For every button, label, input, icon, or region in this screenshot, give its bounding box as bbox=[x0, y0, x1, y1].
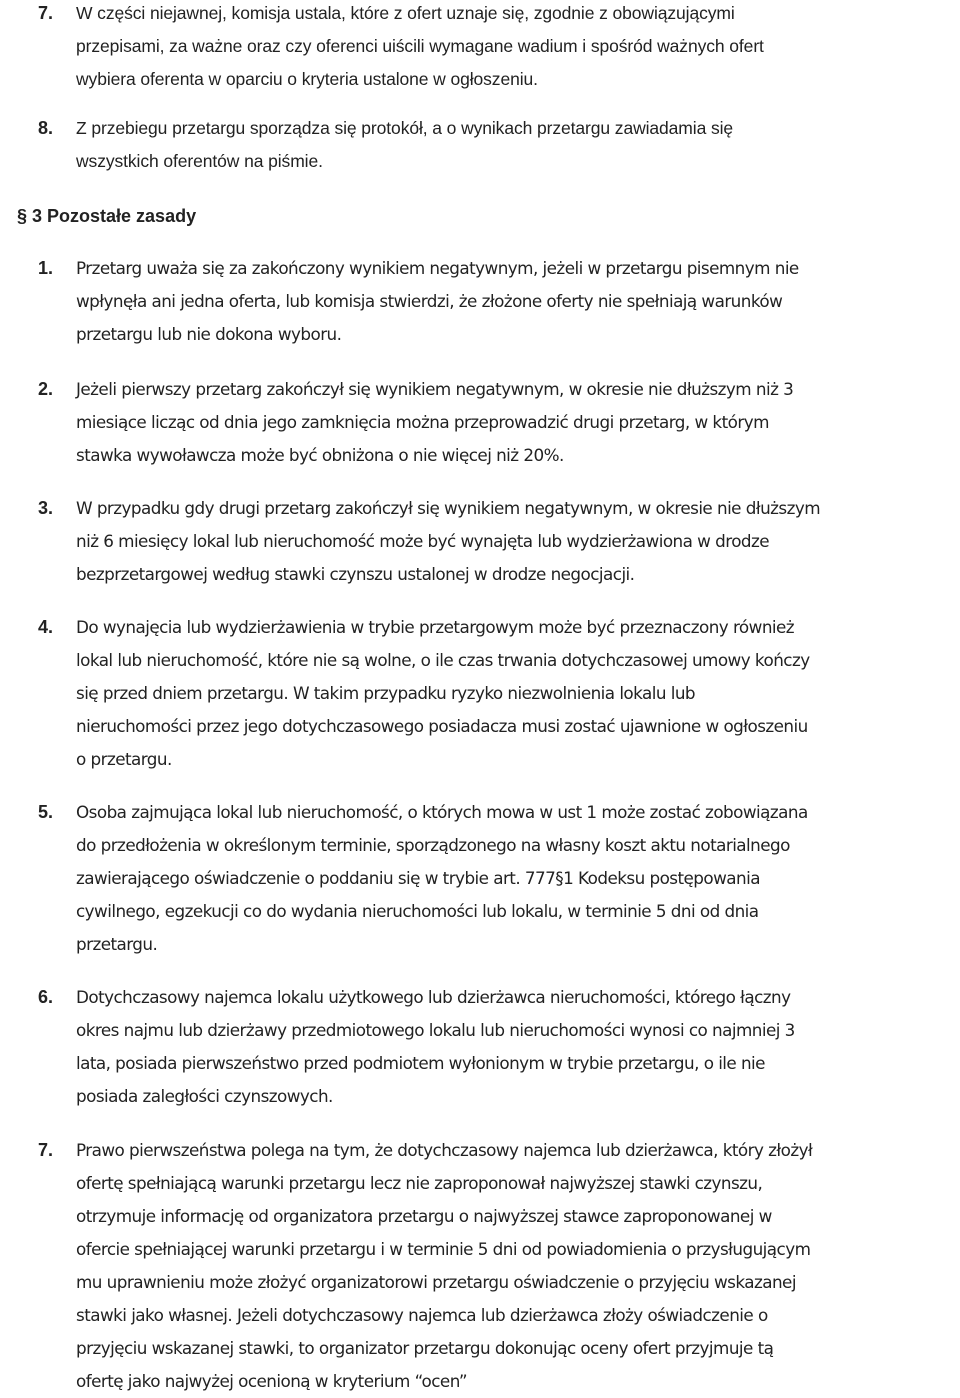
paragraph-line: Prawo pierwszeństwa polega na tym, że dotychczasowy najemca lub dzierżawca, który złożył bbox=[76, 1140, 813, 1160]
paragraph-line: miesiące licząc od dnia jego zamknięcia można przeprowadzić drugi przetarg, w którym bbox=[76, 412, 769, 432]
item-number: 2. bbox=[38, 379, 54, 399]
paragraph-line: przyjęciu wskazanej stawki, to organizator przetargu dokonując oceny ofert przyjmuje tą bbox=[76, 1338, 774, 1358]
item-number: 7. bbox=[38, 1140, 54, 1160]
paragraph-line: W przypadku gdy drugi przetarg zakończył się wynikiem negatywnym, w okresie nie dłuższym bbox=[76, 498, 821, 518]
paragraph-line: W części niejawnej, komisja ustala, które z ofert uznaje się, zgodnie z obowiązującymi bbox=[76, 3, 735, 23]
paragraph-line: Z przebiegu przetargu sporządza się protokół, a o wynikach przetargu zawiadamia się bbox=[76, 118, 734, 138]
item-number: 5. bbox=[38, 802, 54, 822]
paragraph-line: Jeżeli pierwszy przetarg zakończył się wynikiem negatywnym, w okresie nie dłuższym niż 3 bbox=[76, 379, 794, 399]
paragraph-line: wszystkich oferentów na piśmie. bbox=[76, 151, 323, 171]
paragraph-line: przepisami, za ważne oraz czy oferenci uiścili wymagane wadium i spośród ważnych ofert bbox=[76, 36, 764, 56]
paragraph-line: lokal lub nieruchomość, które nie są wolne, o ile czas trwania dotychczasowej umowy kończy bbox=[76, 650, 810, 670]
paragraph-line: stawki jako własnej. Jeżeli dotychczasowy najemca lub dzierżawca złoży oświadczenie o bbox=[76, 1305, 768, 1325]
paragraph-line: przetargu. bbox=[76, 934, 158, 954]
paragraph-line: lata, posiada pierwszeństwo przed podmiotem wyłonionym w trybie przetargu, o ile nie bbox=[76, 1053, 765, 1073]
paragraph-line: niż 6 miesięcy lokal lub nieruchomość może być wynajęta lub wydzierżawiona w drodze bbox=[76, 531, 770, 551]
item-number: 1. bbox=[38, 258, 54, 278]
paragraph-line: Dotychczasowy najemca lokalu użytkowego lub dzierżawca nieruchomości, którego łączny bbox=[76, 987, 791, 1007]
paragraph-line: ofercie spełniającej warunki przetargu i w terminie 5 dni od powiadomienia o przysługującym bbox=[76, 1239, 811, 1259]
section-heading: § 3 Pozostałe zasady bbox=[17, 206, 197, 226]
paragraph-line: ofertę jako najwyżej ocenioną w kryterium “ocen” bbox=[76, 1371, 467, 1391]
paragraph-line: o przetargu. bbox=[76, 749, 172, 769]
item-number: 7. bbox=[38, 3, 54, 23]
paragraph-line: zawierającego oświadczenie o poddaniu się w trybie art. 777§1 Kodeksu postępowania bbox=[76, 868, 760, 888]
paragraph-line: Osoba zajmująca lokal lub nieruchomość, o których mowa w ust 1 może zostać zobowiązana bbox=[76, 802, 808, 822]
item-number: 4. bbox=[38, 617, 54, 637]
item-number: 6. bbox=[38, 987, 54, 1007]
paragraph-line: mu uprawnieniu może złożyć organizatorowi przetargu oświadczenie o przyjęciu wskazanej bbox=[76, 1272, 796, 1292]
paragraph-line: do przedłożenia w określonym terminie, sporządzonego na własny koszt aktu notarialnego bbox=[76, 835, 790, 855]
paragraph-line: Do wynajęcia lub wydzierżawienia w trybie przetargowym może być przeznaczony również bbox=[76, 617, 795, 637]
paragraph-line: bezprzetargowej według stawki czynszu ustalonej w drodze negocjacji. bbox=[76, 564, 635, 584]
item-number: 8. bbox=[38, 118, 54, 138]
paragraph-line: stawka wywoławcza może być obniżona o nie więcej niż 20%. bbox=[76, 445, 564, 465]
paragraph-line: Przetarg uważa się za zakończony wynikiem negatywnym, jeżeli w przetargu pisemnym nie bbox=[76, 258, 799, 278]
paragraph-line: nieruchomości przez jego dotychczasowego posiadacza musi zostać ujawnione w ogłoszeniu bbox=[76, 716, 808, 736]
paragraph-line: wybiera oferenta w oparciu o kryteria ustalone w ogłoszeniu. bbox=[76, 69, 538, 89]
paragraph-line: przetargu lub nie dokona wyboru. bbox=[76, 324, 342, 344]
paragraph-line: otrzymuje informację od organizatora przetargu o najwyższej stawce zaproponowanej w bbox=[76, 1206, 772, 1226]
paragraph-line: ofertę spełniającą warunki przetargu lecz nie zaproponował najwyższej stawki czynszu, bbox=[76, 1173, 763, 1193]
item-number: 3. bbox=[38, 498, 54, 518]
paragraph-line: wpłynęła ani jedna oferta, lub komisja stwierdzi, że złożone oferty nie spełniają warunków bbox=[76, 291, 783, 311]
paragraph-line: cywilnego, egzekucji co do wydania nieruchomości lub lokalu, w terminie 5 dni od dnia bbox=[76, 901, 759, 921]
paragraph-line: okres najmu lub dzierżawy przedmiotowego lokalu lub nieruchomości wynosi co najmniej 3 bbox=[76, 1020, 795, 1040]
paragraph-line: się przed dniem przetargu. W takim przypadku ryzyko niezwolnienia lokalu lub bbox=[76, 683, 696, 703]
paragraph-line: posiada zaległości czynszowych. bbox=[76, 1086, 333, 1106]
